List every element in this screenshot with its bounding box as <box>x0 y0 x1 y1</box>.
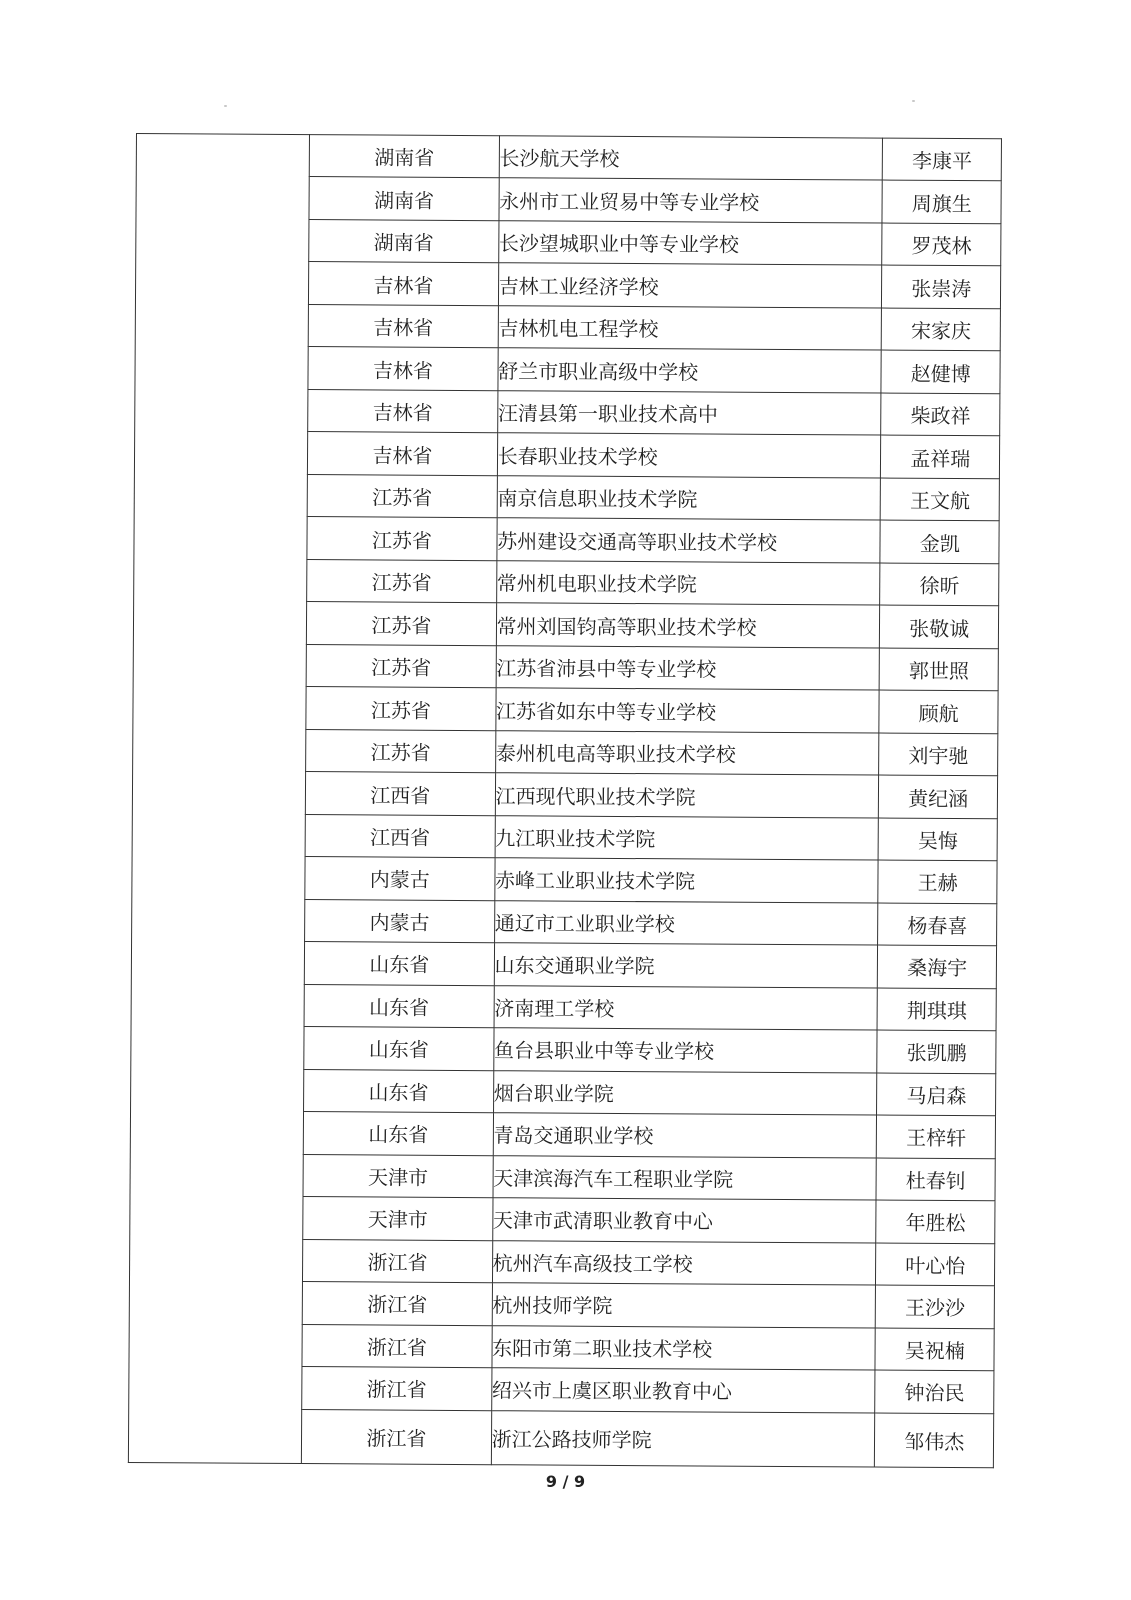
person-name-cell: 金凯 <box>880 520 999 563</box>
person-name-cell: 徐昕 <box>880 563 999 606</box>
person-name-cell: 钟治民 <box>875 1370 994 1413</box>
school-cell: 杭州技师学院 <box>492 1283 876 1328</box>
person-name-cell: 叶心怡 <box>876 1243 995 1286</box>
person-name-cell: 柴政祥 <box>881 393 1000 436</box>
person-name-cell: 刘宇驰 <box>879 733 998 776</box>
person-name-cell: 杜春钊 <box>876 1158 995 1201</box>
province-cell: 内蒙古 <box>305 899 495 943</box>
school-cell: 吉林工业经济学校 <box>498 263 882 308</box>
person-name-cell: 顾航 <box>879 690 998 733</box>
school-cell: 烟台职业学院 <box>493 1070 877 1115</box>
person-name-cell: 李康平 <box>883 138 1002 181</box>
province-cell: 山东省 <box>304 1027 494 1071</box>
school-cell: 江苏省沛县中等专业学校 <box>496 646 880 691</box>
school-cell: 赤峰工业职业技术学院 <box>494 858 878 903</box>
person-name-cell: 张崇涛 <box>882 266 1001 309</box>
province-cell: 江苏省 <box>306 729 496 773</box>
person-name-cell: 张凯鹏 <box>877 1030 996 1073</box>
province-cell: 湖南省 <box>309 220 499 264</box>
person-name-cell: 王梓轩 <box>877 1115 996 1158</box>
province-cell: 江苏省 <box>307 602 497 646</box>
province-cell: 江苏省 <box>307 474 497 518</box>
school-cell: 南京信息职业技术学院 <box>497 476 881 521</box>
roster-table-wrapper <box>128 133 1002 1468</box>
roster-table-body <box>128 134 1001 1468</box>
province-cell: 江苏省 <box>307 559 497 603</box>
province-cell: 山东省 <box>303 1112 493 1156</box>
person-name-cell: 张敬诚 <box>880 605 999 648</box>
person-name-cell: 王赫 <box>878 860 997 903</box>
school-cell: 天津市武清职业教育中心 <box>492 1198 876 1243</box>
person-name-cell: 罗茂林 <box>882 223 1001 266</box>
person-name-cell: 马启森 <box>877 1073 996 1116</box>
province-cell: 吉林省 <box>308 389 498 433</box>
page-number: 9 / 9 <box>545 1472 586 1491</box>
person-name-cell: 赵健博 <box>881 350 1000 393</box>
scan-speck <box>224 105 227 107</box>
province-cell: 山东省 <box>304 942 494 986</box>
province-cell: 江苏省 <box>307 517 497 561</box>
school-cell: 天津滨海汽车工程职业学院 <box>493 1155 877 1200</box>
person-name-cell: 邹伟杰 <box>875 1413 994 1468</box>
school-cell: 九江职业技术学院 <box>495 815 879 860</box>
province-cell: 江西省 <box>306 772 496 816</box>
province-cell: 天津市 <box>303 1197 493 1241</box>
school-cell: 山东交通职业学院 <box>494 943 878 988</box>
school-cell: 济南理工学校 <box>494 985 878 1030</box>
province-cell: 内蒙古 <box>305 857 495 901</box>
province-cell: 山东省 <box>304 1069 494 1113</box>
school-cell: 鱼台县职业中等专业学校 <box>493 1028 877 1073</box>
school-cell: 舒兰市职业高级中学校 <box>498 348 882 393</box>
province-cell: 浙江省 <box>302 1409 492 1465</box>
school-cell: 杭州汽车高级技工学校 <box>492 1240 876 1285</box>
person-name-cell: 桑海宇 <box>878 945 997 988</box>
school-cell: 苏州建设交通高等职业技术学校 <box>496 518 880 563</box>
school-cell: 东阳市第二职业技术学校 <box>492 1325 876 1370</box>
school-cell: 常州机电职业技术学院 <box>496 561 880 606</box>
school-cell: 泰州机电高等职业技术学校 <box>495 730 879 775</box>
province-cell: 江西省 <box>305 814 495 858</box>
province-cell: 浙江省 <box>303 1239 493 1283</box>
school-cell: 长春职业技术学校 <box>497 433 881 478</box>
roster-table <box>128 133 1002 1468</box>
person-name-cell: 吴祝楠 <box>875 1328 994 1371</box>
person-name-cell: 孟祥瑞 <box>881 435 1000 478</box>
province-cell: 吉林省 <box>308 304 498 348</box>
person-name-cell: 杨春喜 <box>878 903 997 946</box>
person-name-cell: 黄纪涵 <box>879 775 998 818</box>
person-name-cell: 荆琪琪 <box>878 988 997 1031</box>
school-cell: 江苏省如东中等专业学校 <box>495 688 879 733</box>
person-name-cell: 吴悔 <box>879 818 998 861</box>
school-cell: 常州刘国钧高等职业技术学校 <box>496 603 880 648</box>
school-cell: 青岛交通职业学校 <box>493 1113 877 1158</box>
province-cell: 江苏省 <box>306 644 496 688</box>
school-cell: 浙江公路技师学院 <box>491 1410 875 1467</box>
person-name-cell: 宋家庆 <box>882 308 1001 351</box>
province-cell: 吉林省 <box>308 347 498 391</box>
province-cell: 湖南省 <box>309 135 499 179</box>
province-cell: 吉林省 <box>309 262 499 306</box>
school-cell: 长沙望城职业中等专业学校 <box>498 221 882 266</box>
province-cell: 天津市 <box>303 1154 493 1198</box>
province-cell: 山东省 <box>304 984 494 1028</box>
merged-category-cell <box>128 134 309 1464</box>
person-name-cell: 周旗生 <box>882 181 1001 224</box>
province-cell: 浙江省 <box>302 1367 492 1411</box>
school-cell: 汪清县第一职业技术高中 <box>497 391 881 436</box>
person-name-cell: 年胜松 <box>876 1200 995 1243</box>
person-name-cell: 王沙沙 <box>876 1285 995 1328</box>
school-cell: 江西现代职业技术学院 <box>495 773 879 818</box>
person-name-cell: 郭世照 <box>880 648 999 691</box>
province-cell: 吉林省 <box>308 432 498 476</box>
person-name-cell: 王文航 <box>881 478 1000 521</box>
school-cell: 长沙航天学校 <box>499 136 883 181</box>
school-cell: 绍兴市上虞区职业教育中心 <box>491 1368 875 1413</box>
school-cell: 通辽市工业职业学校 <box>494 900 878 945</box>
table-row <box>136 134 1001 182</box>
province-cell: 浙江省 <box>302 1282 492 1326</box>
scan-speck <box>912 100 915 102</box>
province-cell: 湖南省 <box>309 177 499 221</box>
school-cell: 永州市工业贸易中等专业学校 <box>499 178 883 223</box>
province-cell: 浙江省 <box>302 1324 492 1368</box>
school-cell: 吉林机电工程学校 <box>498 306 882 351</box>
province-cell: 江苏省 <box>306 687 496 731</box>
